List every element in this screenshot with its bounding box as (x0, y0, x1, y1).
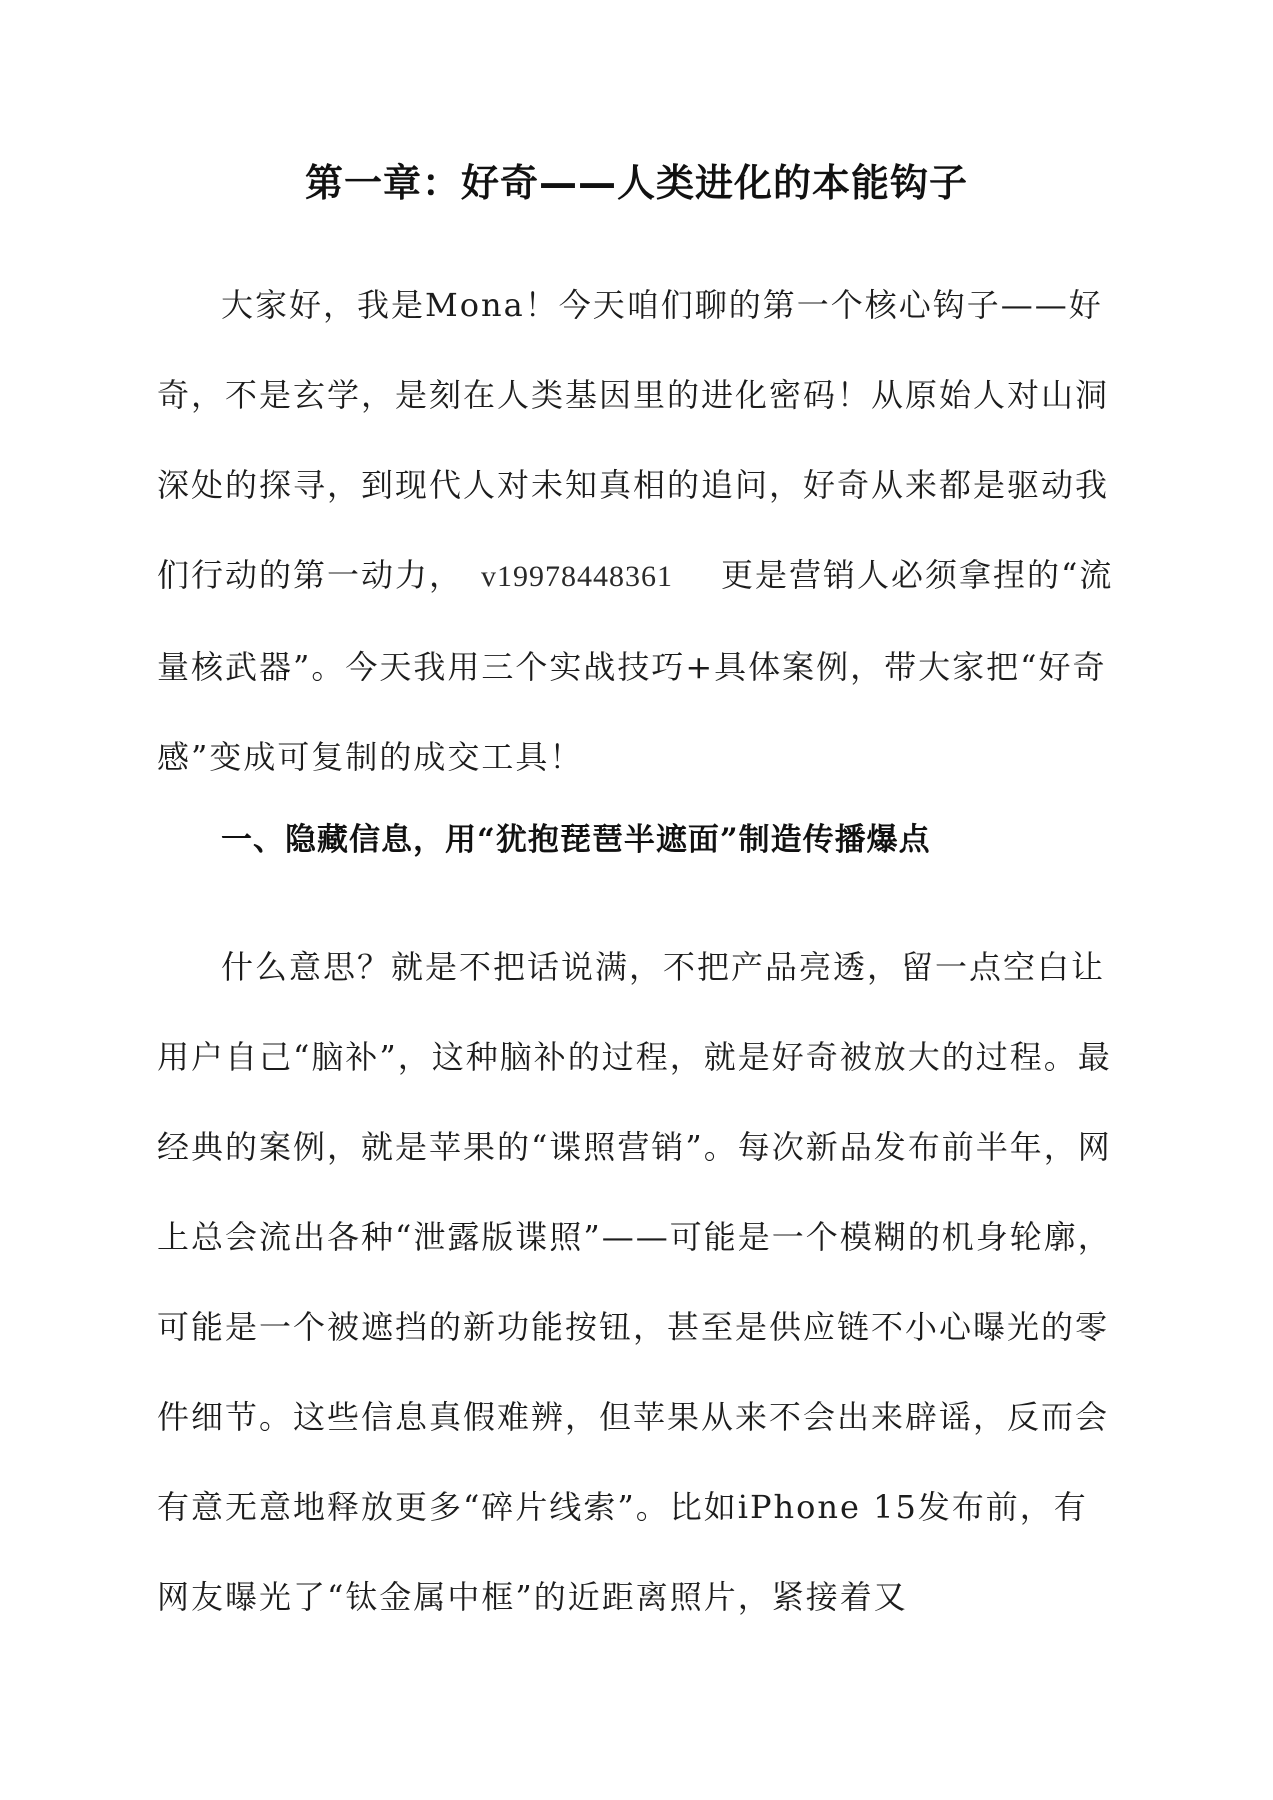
intro-text-part2: 更是营销人必须拿捏的“流量核武器”。今天我用三个实战技巧+具体案例，带大家把“好奇感”变成可复制的成交工具！ (157, 556, 1114, 776)
intro-paragraph (157, 260, 1117, 802)
section-heading: 一、隐藏信息，用“犹抱琵琶半遮面”制造传播爆点 (221, 822, 931, 858)
section-body-paragraph: 什么意思？就是不把话说满，不把产品亮透，留一点空白让用户自己“脑补”，这种脑补的过程，就是好奇被放大的过程。最经典的案例，就是苹果的“谍照营销”。每次新品发布前半年，网上总会流出各种“泄露版谍照”——可能是一个模糊的机身轮廓，可能是一个被遮挡的新功能按钮，甚至是供应链不小心曝光的零件细节。这些信息真假难辨，但苹果从来不会出来辟谣，反而会有意无意地释放更多“碎片线索”。比如iPhone 15发布前，有网友曝光了“钛金属中框”的近距离照片，紧接着又 (157, 948, 1112, 1616)
intro-text-part1: 大家好，我是Mona！今天咱们聊的第一个核心钩子——好奇，不是玄学，是刻在人类基因里的进化密码！从原始人对山洞深处的探寻，到现代人对未知真相的追问，好奇从来都是驱动我们行动的第一动力， (157, 286, 1110, 594)
chapter-title: 第一章：好奇——人类进化的本能钩子 (304, 161, 968, 205)
contact-watermark: v19978448361 (481, 560, 674, 593)
